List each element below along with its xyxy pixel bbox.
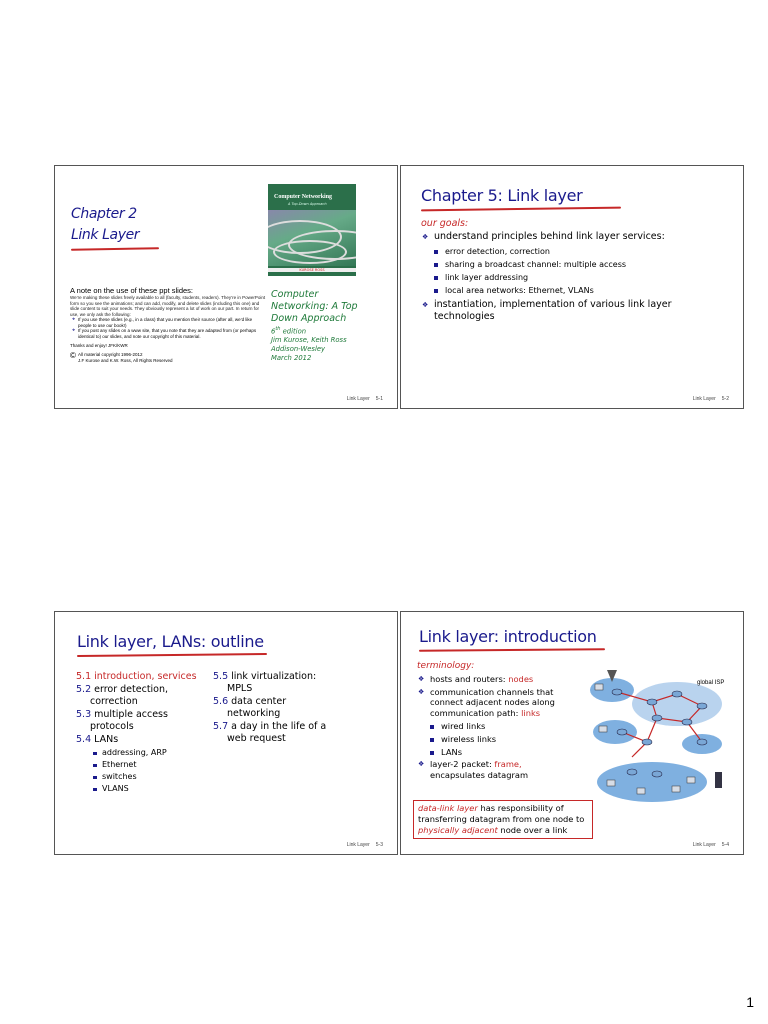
slide-1-title bbox=[71, 204, 139, 246]
slide-4-title: Link layer: introduction bbox=[419, 627, 597, 646]
definition-box bbox=[413, 800, 593, 839]
bullet-item bbox=[417, 687, 582, 719]
slide-3-title: Link layer, LANs: outline bbox=[77, 632, 264, 651]
def-text: node over a link bbox=[497, 825, 568, 835]
copyright-line-1: All material copyright 1996-2012 bbox=[78, 352, 143, 357]
sub-bullet-item: link layer addressing bbox=[421, 271, 731, 284]
bullet-highlight: nodes bbox=[508, 674, 534, 684]
sub-bullet-item: local area networks: Ethernet, VLANs bbox=[421, 284, 731, 297]
footer-page: 5-3 bbox=[375, 842, 383, 848]
item-number: 5.7 bbox=[213, 721, 229, 732]
edition-word: edition bbox=[280, 327, 307, 336]
pub-title-2: Networking: A Top bbox=[271, 301, 358, 312]
footer-label: Link Layer bbox=[346, 396, 370, 402]
item-text: data center bbox=[228, 696, 287, 707]
title-underline bbox=[77, 653, 267, 657]
slide-2-content bbox=[421, 218, 731, 325]
book-cover-art bbox=[268, 210, 356, 266]
bullet-highlight: links bbox=[521, 707, 541, 718]
item-text-cont: web request bbox=[227, 733, 286, 744]
publication-info bbox=[271, 289, 358, 363]
item-number: 5.4 bbox=[76, 734, 92, 745]
item-number: 5.3 bbox=[76, 709, 92, 720]
outline-col-1 bbox=[76, 671, 216, 795]
terminology-label: terminology: bbox=[417, 661, 475, 671]
pub-title-3: Down Approach bbox=[271, 313, 347, 324]
slide-footer bbox=[341, 842, 383, 848]
item-text-cont: correction bbox=[90, 696, 138, 707]
bullet-text-cont: encapsulates datagram bbox=[430, 769, 529, 780]
footer-label: Link Layer bbox=[346, 842, 370, 848]
slide-footer bbox=[687, 842, 729, 848]
item-text: link virtualization: bbox=[228, 671, 317, 682]
bullet-item bbox=[417, 674, 582, 685]
outline-item-5-2 bbox=[76, 684, 216, 708]
slide-4 bbox=[400, 611, 744, 855]
edition-suffix: th bbox=[275, 326, 281, 332]
sub-bullet-item: error detection, correction bbox=[421, 245, 731, 258]
page-number: 1 bbox=[746, 994, 754, 1010]
note-bullets bbox=[70, 317, 266, 339]
title-line-1: Chapter 2 bbox=[71, 206, 137, 222]
note-bullet: ❖ If you post any slides on a www site, that you note that they are adapted from (or perhaps identical to) our slides, and note our copyright of this material. bbox=[78, 328, 266, 339]
slide-2 bbox=[400, 165, 744, 409]
book-cover-image bbox=[268, 184, 356, 276]
item-text-cont: networking bbox=[227, 708, 281, 719]
item-text-cont: MPLS bbox=[227, 683, 253, 694]
slide-1 bbox=[54, 165, 398, 409]
title-line-2: Link Layer bbox=[71, 227, 140, 243]
title-underline bbox=[419, 648, 605, 652]
copyright-icon: © bbox=[70, 351, 76, 360]
outline-sub-item: VLANS bbox=[76, 783, 216, 795]
pub-authors: Jim Kurose, Keith Ross bbox=[271, 336, 347, 345]
bullet-item: ❖ understand principles behind link layer services: bbox=[421, 231, 731, 243]
book-subtitle: A Top-Down Approach bbox=[288, 202, 327, 206]
bullet-text: layer-2 packet: bbox=[430, 759, 495, 769]
outline-item-5-3 bbox=[76, 709, 216, 733]
outline-item-5-4 bbox=[76, 734, 216, 746]
isp-network-cloud bbox=[632, 680, 725, 726]
item-number: 5.6 bbox=[213, 696, 229, 707]
slide-footer bbox=[341, 396, 383, 402]
note-body: We’re making these slides freely available to all (faculty, students, readers). They’re in PowerPoint form so you see the animations; and can add, modify, and delete slides (including this one) and slide content to suit your needs. They obviously represent a lot of work on our part. In return for use, we only ask the following: bbox=[70, 295, 266, 317]
item-text: LANs bbox=[91, 734, 119, 745]
pub-date: March 2012 bbox=[271, 354, 312, 363]
bullet-highlight: frame, bbox=[494, 759, 522, 769]
global-isp-label: global ISP bbox=[697, 680, 725, 686]
sub-bullet-item: LANs bbox=[417, 746, 582, 759]
book-authors: KUROSE ROSS bbox=[268, 268, 356, 272]
item-text: a day in the life of a bbox=[228, 721, 327, 732]
slide-2-title: Chapter 5: Link layer bbox=[421, 186, 583, 205]
sub-bullet-item: sharing a broadcast channel: multiple access bbox=[421, 258, 731, 271]
footer-page: 5-2 bbox=[721, 396, 729, 402]
outline-item-5-1: 5.1 introduction, services bbox=[76, 671, 197, 682]
slide-4-content bbox=[417, 661, 582, 782]
footer-page: 5-4 bbox=[721, 842, 729, 848]
sub-bullet-item: wireless links bbox=[417, 733, 582, 746]
def-highlight: data-link layer bbox=[418, 803, 478, 813]
def-text: has responsibility of transferring datagram from one node to bbox=[418, 803, 585, 824]
network-diagram bbox=[577, 662, 732, 804]
copyright-line-2: J.F Kurose and K.W. Ross, All Rights Reserved bbox=[78, 357, 173, 363]
outline-item-5-7 bbox=[213, 721, 393, 745]
item-text: multiple access bbox=[91, 709, 168, 720]
sub-bullet-item: wired links bbox=[417, 720, 582, 733]
pub-edition bbox=[271, 325, 358, 336]
server-icon bbox=[715, 772, 722, 788]
usage-note bbox=[70, 286, 266, 363]
footer-label: Link Layer bbox=[692, 842, 716, 848]
pub-title-1: Computer bbox=[271, 289, 319, 300]
outline-sub-item: addressing, ARP bbox=[76, 747, 216, 759]
footer-page: 5-1 bbox=[375, 396, 383, 402]
item-number: 5.5 bbox=[213, 671, 229, 682]
copyright bbox=[70, 352, 266, 363]
item-text-cont: protocols bbox=[90, 721, 134, 732]
footer-label: Link Layer bbox=[692, 396, 716, 402]
outline-col-2 bbox=[213, 671, 393, 746]
note-bullet: ❖ If you use these slides (e.g., in a class) that you mention their source (after all, we’d like people to use our book!) bbox=[78, 317, 266, 328]
slide-footer bbox=[687, 396, 729, 402]
bullet-item bbox=[417, 759, 582, 780]
note-thanks: Thanks and enjoy! JFK/KWR bbox=[70, 343, 128, 348]
book-title: Computer Networking bbox=[274, 194, 333, 200]
bullet-text: hosts and routers: bbox=[430, 674, 509, 684]
title-underline bbox=[71, 247, 159, 251]
note-heading: A note on the use of these ppt slides: bbox=[70, 286, 194, 295]
slide-3 bbox=[54, 611, 398, 855]
title-underline bbox=[421, 207, 621, 212]
item-text: error detection, bbox=[91, 684, 169, 695]
goals-label: our goals: bbox=[421, 218, 469, 229]
item-number: 5.2 bbox=[76, 684, 92, 695]
edition-number: 6 bbox=[271, 327, 276, 336]
outline-sub-item: Ethernet bbox=[76, 759, 216, 771]
outline-item-5-5 bbox=[213, 671, 393, 695]
bullet-item: ❖ instantiation, implementation of various link layer technologies bbox=[421, 299, 731, 323]
bullet-text: communication channels that connect adjacent nodes along communication path: bbox=[430, 686, 555, 718]
pub-publisher: Addison-Wesley bbox=[271, 345, 326, 354]
outline-sub-item: switches bbox=[76, 771, 216, 783]
outline-item-5-6 bbox=[213, 696, 393, 720]
def-highlight: physically adjacent bbox=[418, 825, 498, 835]
